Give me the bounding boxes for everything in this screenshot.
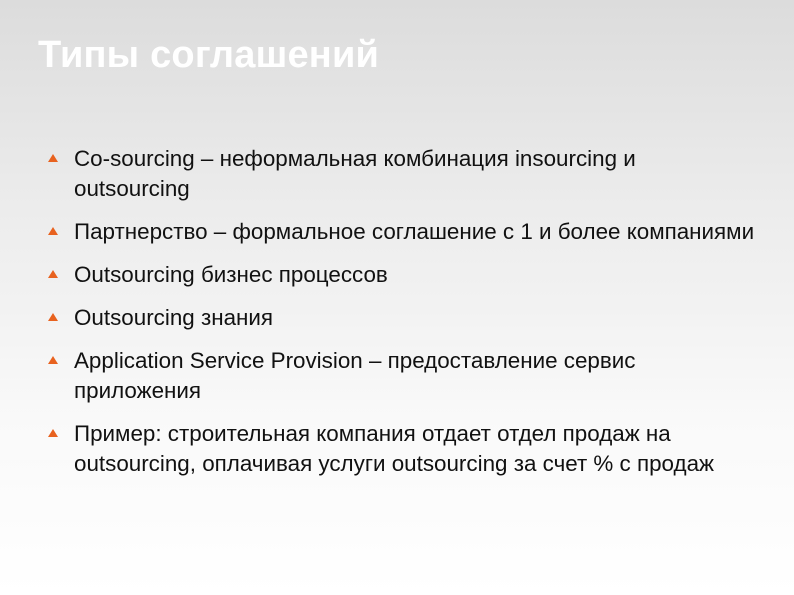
triangle-bullet-icon	[48, 356, 58, 364]
bullet-text: Пример: строительная компания отдает отдел продаж на outsourcing, оплачивая услуги outsourcing за счет % с продаж	[74, 421, 715, 476]
triangle-bullet-icon	[48, 227, 58, 235]
bullet-text: Партнерство – формальное соглашение с 1 и более компаниями	[74, 219, 755, 244]
bullet-text: Outsourcing знания	[74, 305, 274, 330]
bullet-item-bpo	[46, 260, 756, 290]
bullet-text: Application Service Provision – предоставление сервис приложения	[74, 348, 636, 403]
bullet-item-asp	[46, 346, 756, 406]
bullet-item-partnership	[46, 217, 756, 247]
triangle-bullet-icon	[48, 270, 58, 278]
slide-title: Типы соглашений	[38, 34, 380, 76]
bullet-item-example	[46, 419, 756, 479]
triangle-bullet-icon	[48, 429, 58, 437]
triangle-bullet-icon	[48, 313, 58, 321]
bullet-text: Outsourcing бизнес процессов	[74, 262, 388, 287]
bullet-list	[46, 144, 756, 492]
bullet-item-cosourcing	[46, 144, 756, 204]
bullet-text: Co-sourcing – неформальная комбинация insourcing и outsourcing	[74, 146, 636, 201]
triangle-bullet-icon	[48, 154, 58, 162]
bullet-item-knowledge	[46, 303, 756, 333]
